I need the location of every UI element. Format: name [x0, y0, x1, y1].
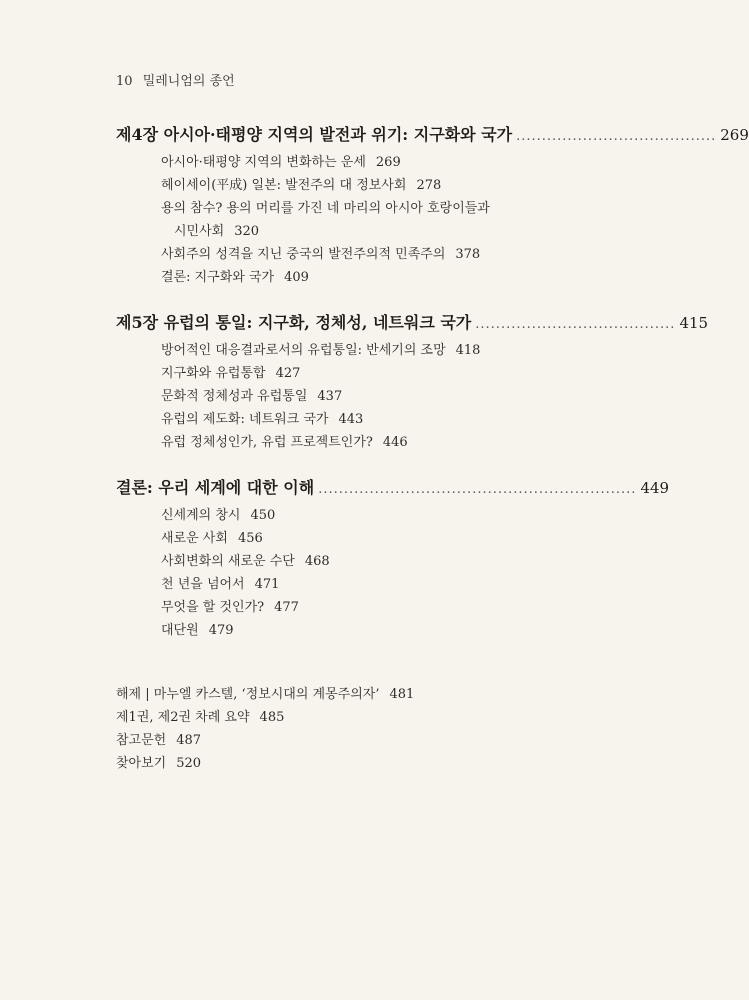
section-entry[interactable] [161, 266, 581, 289]
chapter-heading[interactable] [116, 475, 670, 498]
section-entry[interactable] [161, 596, 581, 619]
back-matter-page: 520 [176, 756, 202, 771]
chapter-4 [116, 122, 749, 289]
section-title: 대단원 [161, 623, 199, 638]
back-matter-entry[interactable] [116, 683, 414, 706]
section-page: 456 [237, 531, 263, 546]
section-title: 사회변화의 새로운 수단 [161, 554, 295, 569]
section-page: 378 [455, 247, 481, 262]
section-title: 용의 참수? 용의 머리를 가진 네 마리의 아시아 호랑이들과 [161, 201, 490, 216]
section-page: 409 [284, 270, 309, 285]
section-entry[interactable] [161, 197, 581, 220]
section-title: 지구화와 유럽통합 [161, 366, 266, 381]
dot-leader: ....................................... [475, 317, 676, 332]
back-matter-entry[interactable] [116, 706, 414, 729]
section-title: 결론: 지구화와 국가 [161, 270, 275, 285]
section-page: 437 [317, 389, 343, 404]
header-page-number: 10 [116, 74, 133, 89]
running-header [116, 70, 235, 89]
section-page: 479 [208, 623, 234, 638]
section-page: 269 [375, 155, 401, 170]
chapter-conclusion [116, 475, 670, 642]
section-entry[interactable] [161, 573, 581, 596]
back-matter-title: 참고문헌 [116, 733, 167, 748]
section-title: 아시아·태평양 지역의 변화하는 운세 [161, 155, 366, 170]
dot-leader: .............................................................. [318, 482, 637, 497]
section-entry[interactable] [161, 431, 581, 454]
section-page: 418 [455, 343, 481, 358]
back-matter-entry[interactable] [116, 752, 414, 775]
section-page: 278 [416, 178, 442, 193]
section-title: 문화적 정체성과 유럽통일 [161, 389, 308, 404]
back-matter-entry[interactable] [116, 729, 414, 752]
section-entry[interactable] [161, 619, 581, 642]
section-page: 471 [254, 577, 280, 592]
chapter-page: 415 [679, 314, 709, 332]
section-page: 320 [234, 224, 260, 239]
header-running-title: 밀레니엄의 종언 [142, 74, 235, 89]
section-page: 427 [275, 366, 301, 381]
section-entry[interactable] [161, 504, 581, 527]
section-entry[interactable] [161, 385, 581, 408]
section-title: 유럽 정체성인가, 유럽 프로젝트인가? [161, 435, 373, 450]
dot-leader: ....................................... [516, 129, 717, 144]
section-page: 446 [382, 435, 408, 450]
back-matter-page: 487 [176, 733, 202, 748]
section-page: 443 [338, 412, 364, 427]
section-entry[interactable] [161, 339, 581, 362]
section-title: 무엇을 할 것인가? [161, 600, 265, 615]
section-entry[interactable] [161, 550, 581, 573]
chapter-title: 제4장 아시아·태평양 지역의 발전과 위기: 지구화와 국가 [116, 125, 513, 144]
section-entry[interactable] [161, 174, 581, 197]
back-matter-title: 제1권, 제2권 차례 요약 [116, 710, 250, 725]
section-entry[interactable] [161, 243, 581, 266]
chapter-heading[interactable] [116, 122, 749, 145]
chapter-title: 결론: 우리 세계에 대한 이해 [116, 478, 315, 497]
section-title: 천 년을 넘어서 [161, 577, 245, 592]
section-title: 시민사회 [174, 224, 225, 239]
back-matter [116, 683, 414, 775]
section-title: 새로운 사회 [161, 531, 228, 546]
chapter-5 [116, 310, 709, 454]
back-matter-title: 찾아보기 [116, 756, 167, 771]
back-matter-title: 해제 | 마누엘 카스텔, ‘정보시대의 계몽주의자’ [116, 687, 380, 702]
section-page: 450 [250, 508, 276, 523]
section-title: 사회주의 성격을 지닌 중국의 발전주의적 민족주의 [161, 247, 446, 262]
chapter-page: 269 [720, 126, 749, 144]
section-title: 유럽의 제도화: 네트워크 국가 [161, 412, 329, 427]
section-entry[interactable] [161, 151, 581, 174]
section-page: 468 [304, 554, 330, 569]
section-entry-continuation[interactable] [174, 220, 581, 243]
chapter-heading[interactable] [116, 310, 709, 333]
section-title: 방어적인 대응결과로서의 유럽통일: 반세기의 조망 [161, 343, 446, 358]
back-matter-page: 485 [259, 710, 285, 725]
section-title: 헤이세이(平成) 일본: 발전주의 대 정보사회 [161, 178, 407, 193]
section-entry[interactable] [161, 527, 581, 550]
back-matter-page: 481 [389, 687, 415, 702]
section-page: 477 [274, 600, 299, 615]
section-entry[interactable] [161, 408, 581, 431]
section-title: 신세계의 창시 [161, 508, 241, 523]
chapter-title: 제5장 유럽의 통일: 지구화, 정체성, 네트워크 국가 [116, 313, 472, 332]
section-entry[interactable] [161, 362, 581, 385]
chapter-page: 449 [640, 479, 670, 497]
